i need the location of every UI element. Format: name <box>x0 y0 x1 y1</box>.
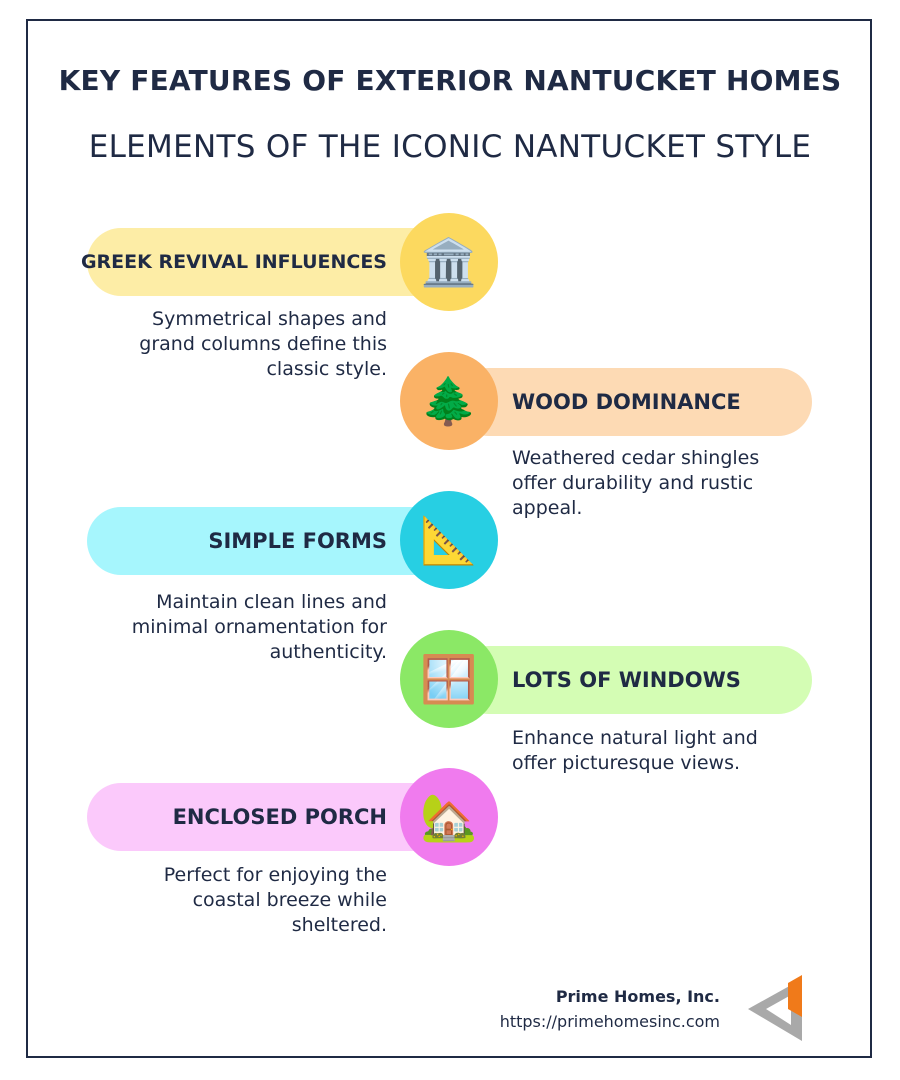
feature-label: WOOD DOMINANCE <box>512 390 741 414</box>
triangular-ruler-icon: 📐 <box>400 491 498 589</box>
company-name: Prime Homes, Inc. <box>555 987 720 1006</box>
feature-description: Maintain clean lines and minimal ornamentation for authenticity. <box>131 591 387 663</box>
feature-label: LOTS OF WINDOWS <box>512 668 741 692</box>
page-title: KEY FEATURES OF EXTERIOR NANTUCKET HOMES <box>58 64 842 97</box>
feature-pill-simple-forms <box>87 507 447 575</box>
feature-pill-wood-dominance <box>455 368 812 436</box>
classical-building-icon: 🏛️ <box>400 213 498 311</box>
house-with-garden-icon: 🏡 <box>400 768 498 866</box>
feature-label: GREEK REVIVAL INFLUENCES <box>80 251 387 273</box>
feature-description: Symmetrical shapes and grand columns define this classic style. <box>139 308 387 380</box>
feature-pill-greek-revival <box>80 228 447 296</box>
page-subtitle: ELEMENTS OF THE ICONIC NANTUCKET STYLE <box>88 129 812 165</box>
feature-description: Enhance natural light and offer picturesque views. <box>512 727 758 774</box>
evergreen-tree-icon: 🌲 <box>400 352 498 450</box>
feature-label: ENCLOSED PORCH <box>172 805 387 829</box>
feature-label: SIMPLE FORMS <box>208 529 387 553</box>
window-icon: 🪟 <box>400 630 498 728</box>
feature-description: Weathered cedar shingles offer durability and rustic appeal. <box>512 447 760 519</box>
feature-pill-enclosed-porch <box>87 783 447 851</box>
prime-homes-logo-icon <box>744 975 806 1043</box>
feature-pill-lots-of-windows <box>455 646 812 714</box>
company-url[interactable]: https://primehomesinc.com <box>499 1012 720 1031</box>
feature-description: Perfect for enjoying the coastal breeze while sheltered. <box>163 864 387 936</box>
